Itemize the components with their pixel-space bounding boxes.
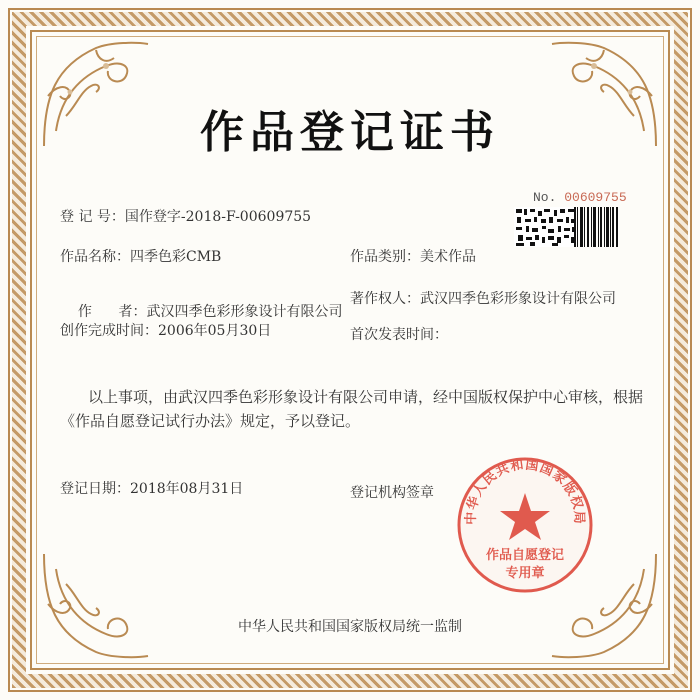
seal-center-line1: 作品自愿登记 [485,548,565,563]
work-category-row [350,246,476,266]
certificate-title: 作品登记证书 [200,107,500,158]
first-publication-row [350,324,448,344]
work-name-label: 作品名称： [60,249,130,265]
completion-date-label: 创作完成时间： [60,323,158,339]
author-label: 作 者： [77,304,147,320]
qr-code-icon [514,207,576,247]
signature-label: 登记机构签章 [350,485,434,501]
completion-date-value: 2006年05月30日 [158,323,272,339]
registration-number-label: 登 记 号： [60,209,125,225]
completion-date-row [60,320,271,340]
author-value: 武汉四季色彩形象设计有限公司 [146,304,343,320]
seal-ring-text: 中华人民共和国国家版权局 [463,457,587,525]
number-value: 00609755 [564,190,627,205]
number-prefix: No. [533,190,557,205]
registration-date-label: 登记日期： [60,481,130,497]
work-name-row [60,246,221,266]
copyright-owner-label: 著作权人： [350,291,420,307]
work-category-value: 美术作品 [420,249,476,265]
registration-number-row [60,206,311,226]
first-publication-label: 首次发表时间： [350,327,448,343]
issuer-footer: 中华人民共和国国家版权局统一监制 [238,619,462,635]
barcode-icon [574,207,618,247]
corner-ornament-icon [36,544,156,664]
certificate-number [533,190,627,205]
work-name-value: 四季色彩CMB [130,249,222,265]
statement-paragraph: 以上事项，由武汉四季色彩形象设计有限公司申请，经中国版权保护中心审核，根据《作品自愿登记试行办法》规定，予以登记。 [60,388,644,430]
copyright-owner-row [350,288,616,308]
copyright-owner-value: 武汉四季色彩形象设计有限公司 [420,291,616,307]
official-seal-icon [455,455,595,595]
registration-date-row [60,478,243,498]
registration-number-value: 国作登字-2018-F-00609755 [124,209,312,225]
work-category-label: 作品类别： [350,249,420,265]
seal-center-line2: 专用章 [505,566,545,581]
registration-date-value: 2018年08月31日 [130,481,244,497]
